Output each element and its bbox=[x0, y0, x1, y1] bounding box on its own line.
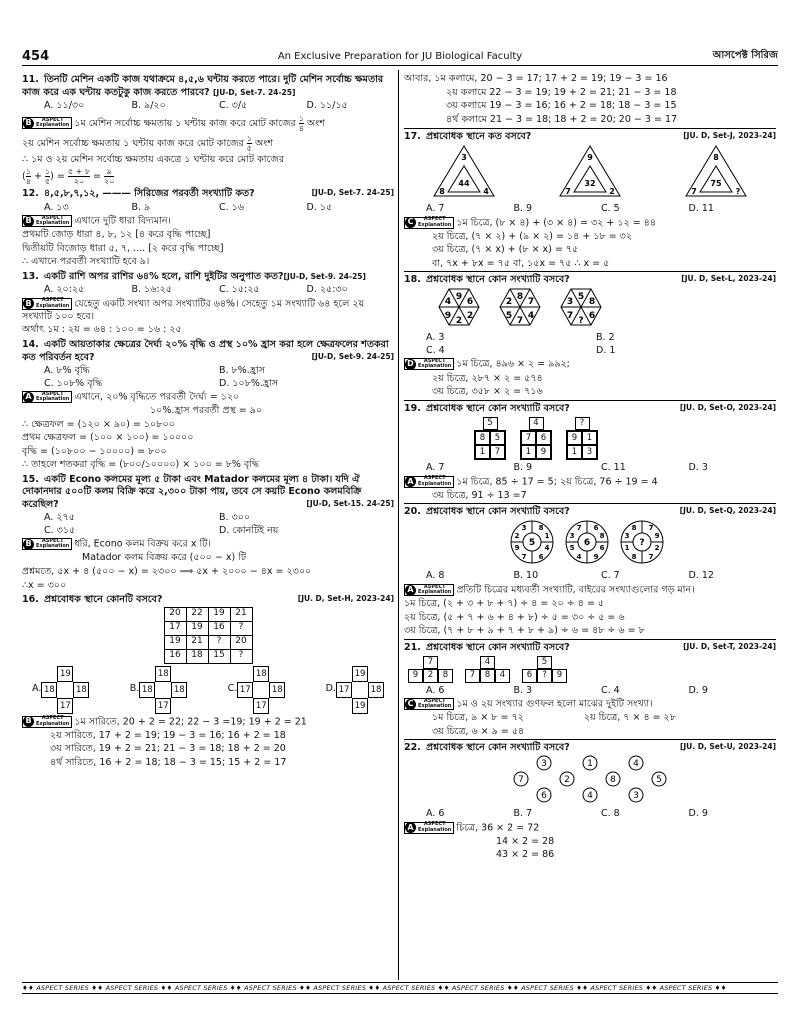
option-a[interactable]: A. 8 bbox=[426, 570, 445, 582]
question-17: 17. প্রশ্নবোধক স্থানে কত বসবে? [JU. D, Set-J, 2023-24] 3 44 8 4 9 32 7 2 8 75 7 ? A. 7 B. 9 C. 5 D. 11 C ASPECT Explanation ১ম চিত্রে, (৮ × ৪) + (৩ × ৪) = ৩২ + ১২ = ৪৪ ২য় চিত্রে, (৭ × ২) + (৯ × ২) = ১৪ + ১৮ = ৩২ ৩য় চিত্রে, (৭ × x) + (৮ × x) = ৭৫ বা, ৭x + ৮x = ৭৫ বা, ১৫x = ৭৫ ∴ x = ৫ bbox=[404, 128, 776, 270]
svg-text:6: 6 bbox=[538, 552, 544, 561]
svg-text:5: 5 bbox=[577, 291, 585, 302]
svg-text:5: 5 bbox=[505, 310, 513, 321]
hexagon-1 bbox=[439, 289, 479, 326]
option-c[interactable]: C. ১৬ bbox=[219, 201, 245, 213]
svg-text:4: 4 bbox=[527, 310, 535, 321]
option-d[interactable]: D. কোনটিই নয় bbox=[219, 524, 279, 536]
question-13: 13. একটি রাশি অপর রাশির ৬৪% হলে, রাশি দুইটির অনুপাত কত?[JU-D, Set-9. 24-25] A. ২০:২৫ B. ১৬:২৫ C. ১৫:২৫ D. ২৫:৩০ B ASPECT Explanation যেহেতু একটি সংখ্যা অপর সংখ্যাটির ৬৪%। সেহেতু ১ম সংখ্যাটি ৬৪ হলে ২য় সংখ্যাটি ১০০ হবে। অর্থাৎ ১ম : ২য় = ৬৪ : ১০০ = ১৬ : ২৫ bbox=[22, 271, 394, 337]
svg-text:4: 4 bbox=[483, 186, 489, 196]
svg-text:9: 9 bbox=[444, 310, 452, 321]
option-c[interactable]: C. 18 17 18 17 bbox=[228, 666, 286, 714]
box-figure-1: 5 8 5 1 7 bbox=[474, 417, 506, 460]
option-a[interactable]: A. 6 bbox=[426, 684, 445, 696]
answer-badge: B ASPECT Explanation bbox=[22, 117, 72, 129]
option-b[interactable]: B. ৩০০ bbox=[219, 512, 251, 524]
box-figures bbox=[404, 417, 776, 460]
option-a[interactable]: A. ৮% বৃদ্ধি bbox=[44, 365, 90, 377]
right-column bbox=[404, 72, 776, 977]
svg-text:9: 9 bbox=[455, 291, 463, 302]
option-b[interactable]: B. ৯/২০ bbox=[131, 100, 166, 112]
wheel-2 bbox=[566, 521, 608, 563]
answer-badge: B ASPECT Explanation bbox=[22, 298, 72, 310]
left-column bbox=[22, 72, 394, 977]
circle-figure bbox=[404, 755, 776, 803]
svg-text:?: ? bbox=[735, 186, 741, 196]
svg-text:8: 8 bbox=[516, 291, 524, 302]
question-11: 11. তিনটি মেশিন একটি কাজ যথাক্রমে ৪,৫,৬ ঘন্টায় করতে পারে। দুটি মেশিন সর্বোচ্চ ক্ষমতার কাজ করে এক ঘন্টায় কতটুকু কাজ করতে পারবে? [JU-D, Set-7. 24-25] A. ১১/৩০ B. ৯/২০ C. ৩/৫ D. ১১/১৫ B ASPECT Explanation ১ম মেশিন সর্বোচ্চ ক্ষমতায় ১ ঘন্টায় কাজ করে মোট কাজের $\frac{১}{৪}$ অংশ ২য় মেশিন সর্বোচ্চ ক্ষমতায় ১ ঘন্টায় কাজ করে মোট কাজের $\frac{১}{৫}$ অংশ ∴ ১ম ও ২য় মেশিন সর্বোচ্চ ক্ষমতায় একত্রে ১ ঘন্টায় করে মোট কাজের ( $\frac{১}{৪}$ + $\frac{১}{৫}$ ) = $\frac{৫ + ৮}{২০}$ = $\frac{৯}{২০}$ bbox=[22, 74, 394, 186]
svg-text:5: 5 bbox=[569, 543, 575, 552]
svg-text:8: 8 bbox=[538, 523, 544, 532]
page-footer: ♦♦ ASPECT SERIES ♦♦ ASPECT SERIES ♦♦ ASPECT SERIES ♦♦ ASPECT SERIES ♦♦ ASPECT SERIES ♦♦ ASPECT SERIES ♦♦ ASPECT SERIES ♦♦ ASPECT SERIES ♦♦ ASPECT SERIES ♦♦ ASPECT SERIES ♦♦ bbox=[22, 982, 778, 994]
svg-text:7: 7 bbox=[691, 186, 697, 196]
option-d[interactable]: D. 11 bbox=[688, 203, 714, 215]
hexagon-3 bbox=[561, 289, 601, 326]
option-a[interactable]: A. 7 bbox=[426, 203, 445, 215]
wheel-3 bbox=[621, 521, 663, 563]
option-a[interactable]: A. ১৩ bbox=[44, 201, 69, 213]
svg-text:7: 7 bbox=[566, 310, 574, 321]
option-d[interactable]: D. 19 17 18 19 bbox=[326, 666, 384, 714]
option-c[interactable]: C. 5 bbox=[601, 203, 620, 215]
svg-text:?: ? bbox=[639, 537, 645, 548]
svg-text:8: 8 bbox=[610, 774, 616, 785]
question-16: 16. প্রশ্নবোধক স্থানে কোনটি বসবে? [JU. D, Set-H, 2023-24] 20 22 19 21 17 19 16 ? 19 21 ? 20 16 18 15 ? A. 19 18 18 17 B. 18 18 18 17 C. 18 17 18 17 D. 19 17 18 19 B ASPECT Explanation ১ম সারিতে, 20 + 2 = 22; 22 − 3 =19; 19 + 2 = 21 ২য় সারিতে, 17 + 2 = 19; 19 − 3 = 16; 16 + 2 = 18 ৩য় সারিতে, 19 + 2 = 21; 21 − 3 = 18; 18 + 2 = 20 ৪র্থ সারিতে, 16 + 2 = 18; 18 − 3 = 15; 15 + 2 = 17 bbox=[22, 594, 394, 768]
option-c[interactable]: C. ১০৮% বৃদ্ধি bbox=[44, 377, 103, 389]
svg-text:2: 2 bbox=[514, 531, 520, 540]
answer-badge: A ASPECT Explanation bbox=[404, 822, 454, 834]
number-grid: 20 22 19 21 17 19 16 ? 19 21 ? 20 16 18 15 ? bbox=[164, 607, 253, 664]
option-b[interactable]: B. 10 bbox=[513, 570, 539, 582]
answer-badge: C ASPECT Explanation bbox=[404, 698, 454, 710]
svg-text:8: 8 bbox=[588, 296, 596, 307]
svg-text:1: 1 bbox=[544, 531, 550, 540]
option-a[interactable]: A. 7 bbox=[426, 462, 445, 474]
answer-badge: A ASPECT Explanation bbox=[404, 584, 454, 596]
svg-text:4: 4 bbox=[587, 790, 593, 801]
svg-text:1: 1 bbox=[587, 758, 593, 769]
answer-badge: B ASPECT Explanation bbox=[22, 538, 72, 550]
option-b[interactable]: B. 3 bbox=[513, 684, 533, 696]
svg-text:4: 4 bbox=[576, 552, 582, 561]
option-b[interactable]: B. ১৬:২৫ bbox=[131, 284, 172, 296]
svg-text:8: 8 bbox=[713, 152, 719, 162]
svg-text:3: 3 bbox=[566, 296, 574, 307]
number-circles bbox=[514, 756, 666, 802]
option-d[interactable]: D. ২৫:৩০ bbox=[306, 284, 348, 296]
svg-text:8: 8 bbox=[631, 552, 637, 561]
svg-text:6: 6 bbox=[588, 310, 596, 321]
svg-text:5: 5 bbox=[528, 537, 536, 548]
svg-text:3: 3 bbox=[461, 152, 467, 162]
svg-text:3: 3 bbox=[521, 523, 527, 532]
svg-text:2: 2 bbox=[609, 186, 615, 196]
option-d[interactable]: D. ১৫ bbox=[306, 201, 333, 213]
svg-text:3: 3 bbox=[633, 790, 639, 801]
svg-text:32: 32 bbox=[584, 178, 596, 188]
svg-text:8: 8 bbox=[439, 186, 445, 196]
question-19: 19. প্রশ্নবোধক স্থানে কোন সংখ্যাটি বসবে? [JU. D, Set-O, 2023-24] 5 8 5 1 7 4 7 6 1 9 ? 9 1 1 3 A. 7 B. 9 C. 11 D. 3 A ASPECT Explanation ১ম চিত্রে, 85 ÷ 17 = 5; ২য় চিত্রে, 76 ÷ 19 = 4 ৩য় চিত্রে, 91 ÷ 13 =7 bbox=[404, 400, 776, 503]
page-header bbox=[22, 48, 778, 66]
answer-badge: D ASPECT Explanation bbox=[404, 358, 454, 370]
option-a[interactable]: A. ১১/৩০ bbox=[44, 100, 85, 112]
option-a[interactable]: A. 6 bbox=[426, 808, 445, 820]
option-b[interactable]: B. ৯ bbox=[131, 201, 151, 213]
option-d[interactable]: D. 12 bbox=[688, 570, 714, 582]
svg-text:9: 9 bbox=[587, 152, 593, 162]
svg-text:6: 6 bbox=[541, 790, 547, 801]
svg-text:4: 4 bbox=[633, 758, 639, 769]
option-d[interactable]: D. ১০৮%.হ্রাস bbox=[219, 377, 279, 389]
svg-text:5: 5 bbox=[656, 774, 662, 785]
question-14: 14. একটি আয়তাকার ক্ষেত্রের দৈর্ঘ্য ২০% বৃদ্ধি ও প্রস্থ ১০% হ্রাস করা হলে ক্ষেত্রফলের শতকরা কত পরিবর্তন হবে? [JU-D, Set-9. 24-25] A. ৮% বৃদ্ধি B. ৮%.হ্রাস C. ১০৮% বৃদ্ধি D. ১০৮%.হ্রাস A ASPECT Explanation এখানে, ২০% বৃদ্ধিতে পরবর্তী দৈর্ঘ্য = ১২০ ১০%.হ্রাস পরবর্তী প্রস্থ = ৯০ ∴ ক্ষেত্রফল = (১২০ × ৯০) = ১০৮০০ প্রথম ক্ষেত্রফল = (১০০ × ১০০) = ১০০০০ বৃদ্ধি = (১০৮০০ − ১০০০০) = ৮০০ ∴ তাহলে শতকরা বৃদ্ধি = (৮০০/১০০০০) × ১০০ = ৮% বৃদ্ধি bbox=[22, 338, 394, 471]
option-c[interactable]: C. ৩/৫ bbox=[219, 100, 248, 112]
option-c[interactable]: C. ৩১৫ bbox=[44, 524, 76, 536]
option-d[interactable]: D. 9 bbox=[688, 808, 708, 820]
triangle-3 bbox=[686, 146, 746, 196]
option-c[interactable]: C. ১৫:২৫ bbox=[219, 284, 260, 296]
option-a[interactable]: A. 3 bbox=[426, 332, 445, 344]
svg-text:7: 7 bbox=[516, 315, 524, 326]
explanation: B ASPECT Explanation ১ম মেশিন সর্বোচ্চ ক্ষমতায় ১ ঘন্টায় কাজ করে মোট কাজের $\frac{১}{৪}$ অংশ bbox=[22, 114, 394, 133]
q16-continued: আবার, ১ম কলামে, 20 − 3 = 17; 17 + 2 = 19; 19 − 3 = 16 ২য় কলামে 22 − 3 = 19; 19 + 2 = 21; 21 − 3 = 18 ৩য় কলামে 19 − 3 = 16; 16 + 2 = 18; 18 − 3 = 15 ৪র্থ কলামে 21 − 3 = 18; 18 + 2 = 20; 20 − 3 = 17 bbox=[404, 73, 678, 125]
svg-text:7: 7 bbox=[648, 552, 654, 561]
svg-text:2: 2 bbox=[654, 543, 660, 552]
question-21: 21. প্রশ্নবোধক স্থানে কোন সংখ্যাটি বসবে? [JU. D, Set-T, 2023-24] 7 9 2 8 4 7 8 4 5 6 ? 9 A. 6 B. 3 C. 4 D. 9 C ASPECT Explanation ১ম ও ২য় সংখ্যার গুণফল হলো মাঝের দুইটি সংখ্যা। ১ম চিত্রে, ৯ × ৮ = ৭২ ২য় চিত্রে, ৭ × ৪ = ২৮ ৩য় চিত্রে, ৬ × ৯ = ৫৪ bbox=[404, 639, 776, 739]
svg-text:2: 2 bbox=[455, 315, 463, 326]
svg-text:3: 3 bbox=[541, 758, 547, 769]
column-divider bbox=[398, 70, 399, 980]
option-b[interactable]: B. 18 18 18 17 bbox=[130, 666, 188, 714]
tile-figure-3: 5 6 ? 9 bbox=[522, 656, 567, 682]
svg-text:9: 9 bbox=[654, 531, 660, 540]
svg-text:7: 7 bbox=[527, 296, 535, 307]
options bbox=[22, 100, 394, 113]
svg-text:4: 4 bbox=[544, 543, 550, 552]
svg-text:7: 7 bbox=[518, 774, 524, 785]
aspect-explanation-label: ASPECT Explanation bbox=[36, 116, 70, 129]
wheel-1 bbox=[511, 521, 553, 563]
answer-badge: C ASPECT Explanation bbox=[404, 217, 454, 229]
svg-text:7: 7 bbox=[521, 552, 527, 561]
triangle-2 bbox=[560, 146, 620, 196]
page-number: 454 bbox=[22, 49, 50, 64]
answer-badge: B ASPECT Explanation bbox=[22, 215, 72, 227]
question-12: 12. ৪,৫,৮,৭,১২, ——— সিরিজের পরবর্তী সংখ্যাটি কত? [JU-D, Set-7. 24-25] A. ১৩ B. ৯ C. ১৬ D. ১৫ B ASPECT Explanation এখানে দুটি ধারা বিদ্যমান। প্রথমটি জোড় ধারা ৪, ৮, ১২ [৪ করে বৃদ্ধি পাচ্ছে] দ্বিতীয়টি বিজোড় ধারা ৫, ৭, .... [২ করে বৃদ্ধি পাচ্ছে] ∴ এখানে পরবর্তী সংখ্যাটি হবে ৯। bbox=[22, 188, 394, 268]
svg-text:8: 8 bbox=[631, 523, 637, 532]
svg-text:?: ? bbox=[578, 315, 584, 326]
option-a[interactable]: A. ২০:২৫ bbox=[44, 284, 85, 296]
option-a[interactable]: A. 19 18 18 17 bbox=[32, 666, 89, 714]
svg-text:6: 6 bbox=[593, 523, 599, 532]
option-c[interactable]: C. 4 bbox=[601, 684, 620, 696]
svg-text:2: 2 bbox=[564, 774, 570, 785]
header-series: আসপেক্ট সিরিজ bbox=[712, 50, 778, 61]
header-title: An Exclusive Preparation for JU Biological Faculty bbox=[277, 51, 523, 62]
svg-text:1: 1 bbox=[624, 543, 630, 552]
option-c[interactable]: C. 8 bbox=[601, 808, 620, 820]
q-number: 11. bbox=[22, 74, 39, 85]
option-b[interactable]: B. 9 bbox=[513, 462, 533, 474]
svg-text:6: 6 bbox=[466, 296, 474, 307]
tile-figure-2: 4 7 8 4 bbox=[465, 656, 510, 682]
question-22: 22. প্রশ্নবোধক স্থানে কোন সংখ্যাটি বসবে? [JU. D, Set-U, 2023-24] 3 1 4 7 2 8 5 6 4 3 A. 6 B. 7 C. 8 D. 9 A ASPECT Explanation চিত্রে, 36 × 2 = 72 14 × 2 = 28 43 × 2 = 86 bbox=[404, 739, 776, 862]
svg-text:8: 8 bbox=[599, 531, 605, 540]
triangle-figures bbox=[404, 144, 776, 198]
answer-badge: A ASPECT Explanation bbox=[404, 476, 454, 488]
wheel-figures bbox=[404, 519, 776, 565]
question-15: 15. একটি Econo কলমের মূল্য ৫ টাকা এবং Matador কলমের মূল্য ৪ টাকা। যদি ঐ দোকানদার ৫০০টি কলম বিক্রি করে ২,৩০০ টাকা পায়, তবে সে কয়টি Econo কলমবিক্রি করেছিল? [JU-D, Set-15. 24-25] A. ২৭৫ B. ৩০০ C. ৩১৫ D. কোনটিই নয় B ASPECT Explanation ধরি, Econo কলম বিক্রয় করে x টি। Matador কলম বিক্রয় করে (৫০০ − x) টি প্রশ্নমতে, ৫x + ৪ (৫০০ − x) = ২৩০০ ⟹ ৫x + ২০০০ − ৪x = ২৩০০ ∴x = ৩০০ bbox=[22, 473, 394, 591]
option-b[interactable]: B. ৮%.হ্রাস bbox=[219, 365, 265, 377]
option-c[interactable]: C. 7 bbox=[601, 570, 620, 582]
tile-figures bbox=[404, 656, 776, 682]
option-b[interactable]: B. 2 bbox=[596, 332, 615, 344]
cross-options bbox=[22, 666, 394, 714]
option-d[interactable]: D. ১১/১৫ bbox=[306, 100, 348, 112]
q-text: তিনটি মেশিন একটি কাজ যথাক্রমে ৪,৫,৬ ঘন্টায় করতে পারে। দুটি মেশিন সর্বোচ্চ ক্ষমতার কাজ করে এক ঘন্টায় কতটুকু কাজ করতে পারবে? bbox=[22, 74, 384, 98]
box-figure-2: 4 7 6 1 9 bbox=[520, 417, 552, 460]
triangle-1 bbox=[434, 146, 494, 196]
question-20: 20. প্রশ্নবোধক স্থানে কোন সংখ্যাটি বসবে? [JU. D, Set-Q, 2023-24] 5 3 8 2 1 9 4 7 6 6 7 6 3 8 5 6 4 9 ? 8 7 3 9 1 2 8 7 A. 8 B. 10 C. 7 D. 12 A ASPECT Explanation প্রতিটি চিত্রের মধ্যবর্তী সংখ্যাটি, বাইরের সংখ্যাগুলোর গড় মান। ১ম চিত্রে, (২ + ৩ + ৮ + ৭) ÷ ৪ = ২০ ÷ ৪ = ৫ ২য় চিত্রে, (৫ + ৭ + ৬ + ৪ + ৮) ÷ ৫ = ৩০ ÷ ৫ = ৬ ৩য় চিত্রে, (৭ + ৮ + ৯ + ৭ + ৮ + ৯) ÷ ৬ = ৪৮ ÷ ৬ = ৮ bbox=[404, 503, 776, 637]
svg-text:44: 44 bbox=[458, 178, 470, 188]
svg-text:3: 3 bbox=[569, 531, 575, 540]
svg-text:2: 2 bbox=[466, 310, 474, 321]
option-d[interactable]: D. 9 bbox=[688, 684, 708, 696]
fraction: $\frac{১}{৪}$ bbox=[298, 113, 304, 133]
svg-text:7: 7 bbox=[576, 523, 582, 532]
box-figure-3: ? 9 1 1 3 bbox=[566, 417, 598, 460]
svg-text:4: 4 bbox=[444, 296, 452, 307]
hexagon-2 bbox=[500, 289, 540, 326]
svg-text:6: 6 bbox=[599, 543, 605, 552]
hexagon-figures bbox=[404, 287, 776, 327]
question-18: 18. প্রশ্নবোধক স্থানে কোন সংখ্যাটি বসবে? [JU. D, Set-L, 2023-24] 4 9 6 9 2 2 2 8 7 5 7 4 3 5 8 7 ? 6 A. 3 B. 2 C. 4 D. 1 D ASPECT Explanation ১ম চিত্রে, ৪৯৬ × ২ = ৯৯২; ২য় চিত্রে, ২৮৭ × ২ = ৫৭৪ ৩য় চিত্রে, ৩৫৮ × ২ = ৭১৬ bbox=[404, 271, 776, 398]
svg-text:7: 7 bbox=[648, 523, 654, 532]
svg-text:3: 3 bbox=[624, 531, 630, 540]
q-source: [JU-D, Set-7. 24-25] bbox=[212, 87, 296, 97]
option-b[interactable]: B. 7 bbox=[513, 808, 533, 820]
svg-text:9: 9 bbox=[514, 543, 520, 552]
option-a[interactable]: A. ২৭৫ bbox=[44, 512, 75, 524]
option-c[interactable]: C. 11 bbox=[601, 462, 626, 474]
svg-text:9: 9 bbox=[593, 552, 599, 561]
svg-text:7: 7 bbox=[565, 186, 571, 196]
option-b[interactable]: B. 9 bbox=[513, 203, 533, 215]
tile-figure-1: 7 9 2 8 bbox=[408, 656, 453, 682]
svg-text:2: 2 bbox=[505, 296, 513, 307]
option-c[interactable]: C. 4 bbox=[426, 344, 445, 356]
svg-text:75: 75 bbox=[710, 178, 722, 188]
option-d[interactable]: D. 3 bbox=[688, 462, 708, 474]
answer-badge: A ASPECT Explanation bbox=[22, 391, 72, 403]
svg-text:6: 6 bbox=[583, 537, 591, 548]
answer-badge: B ASPECT Explanation bbox=[22, 716, 72, 728]
option-d[interactable]: D. 1 bbox=[596, 344, 616, 356]
